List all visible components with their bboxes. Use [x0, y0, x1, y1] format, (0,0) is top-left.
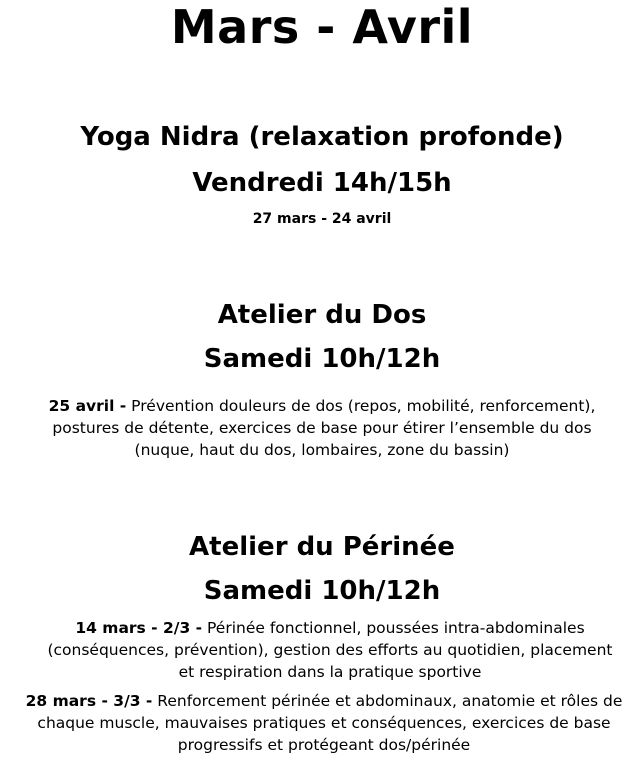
dos-session: [24, 395, 620, 461]
perinee-schedule: Samedi 10h/12h: [203, 576, 441, 606]
yoga-dates: 27 mars - 24 avril: [252, 211, 392, 227]
perinee-title: Atelier du Périnée: [189, 532, 455, 562]
page-title: Mars - Avril: [170, 0, 474, 54]
yoga-schedule: Vendredi 14h/15h: [192, 168, 452, 198]
perinee-session-2: [24, 690, 624, 756]
dos-title: Atelier du Dos: [217, 300, 427, 330]
dos-session-description: Prévention douleurs de dos (repos, mobilité, renforcement), postures de détente, exercices de base pour étirer l’ensemble du dos (nuque, haut du dos, lombaires, zone du bassin): [52, 397, 596, 459]
perinee-session-2-description: Renforcement périnée et abdominaux, anatomie et rôles de chaque muscle, mauvaises pratiques et conséquences, exercices de base progressifs et protégeant dos/périnée: [37, 692, 623, 754]
perinee-session-1-date: 14 mars - 2/3 -: [75, 619, 203, 637]
perinee-session-1-description: Périnée fonctionnel, poussées intra-abdominales (conséquences, prévention), gestion des efforts au quotidien, placement et respiration dans la pratique sportive: [47, 619, 613, 681]
perinee-session-2-date: 28 mars - 3/3 -: [25, 692, 153, 710]
dos-schedule: Samedi 10h/12h: [203, 344, 441, 374]
perinee-session-1: [40, 617, 620, 683]
yoga-title: Yoga Nidra (relaxation profonde): [80, 122, 564, 152]
dos-session-date: 25 avril -: [48, 397, 127, 415]
